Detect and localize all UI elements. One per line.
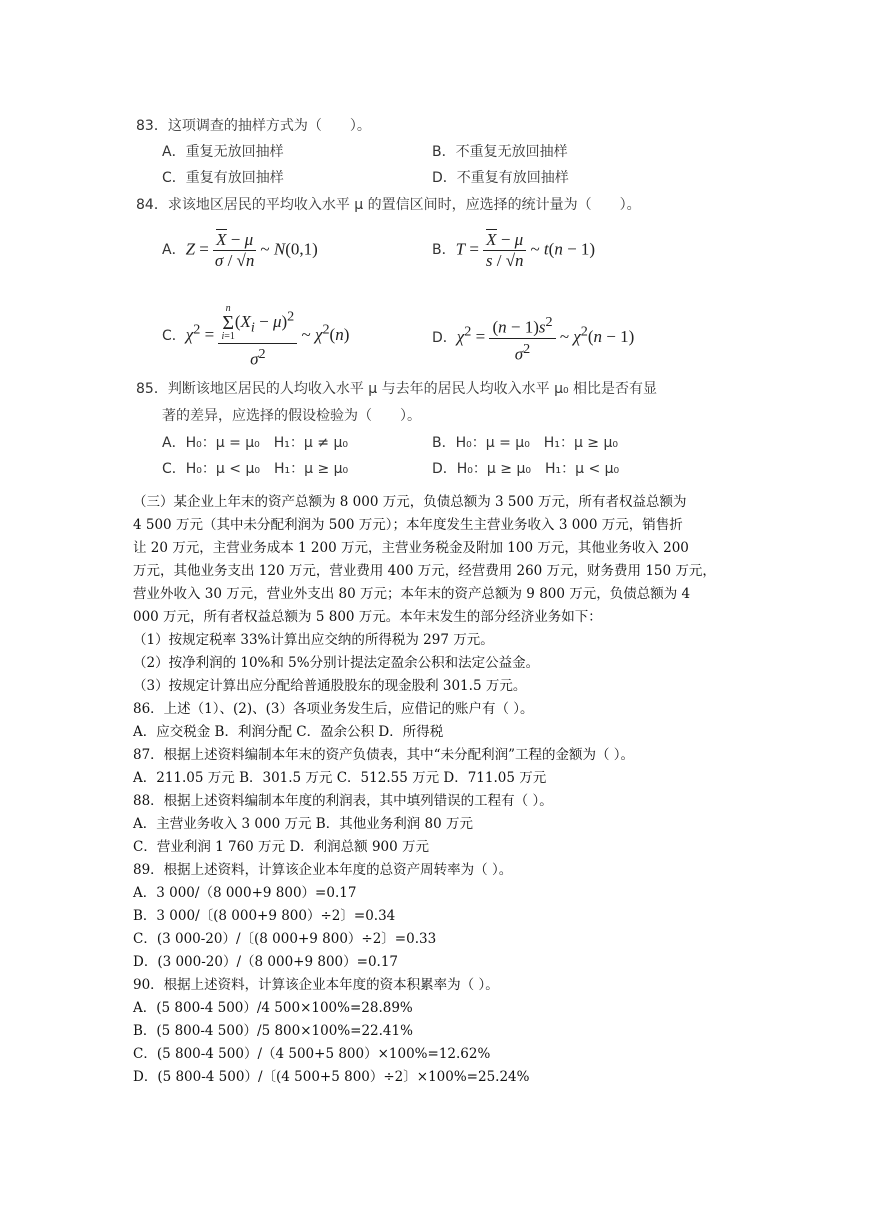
q88-stem: 88．根据上述资料编制本年度的利润表，其中填列错误的工程有（ ）。: [133, 793, 553, 809]
q84-formula-a: Z = $\frac{X - \mu}{\sigma / √n}$ ~ N(0,1): [185, 229, 318, 270]
q90-option-d: D．(5 800-4 500）/〔(4 500+5 800）÷2〕×100%=25.24%: [133, 1069, 530, 1085]
q83-stem: 83．这项调查的抽样方式为（ ）。: [136, 118, 371, 134]
q87-stem: 87．根据上述资料编制本年末的资产负债表，其中“未分配利润”工程的金额为（ ）。: [133, 747, 635, 763]
q85-stem-line1: 85．判断该地区居民的人均收入水平 μ 与去年的居民人均收入水平 μ₀ 相比是否有显: [136, 381, 658, 397]
q84-option-a: [162, 224, 318, 276]
q87-options: A．211.05 万元 B．301.5 万元 C．512.55 万元 D．711.05 万元: [133, 770, 547, 786]
section3-line-8: （2）按净利润的 10%和 5%分别计提法定盈余公积和法定公益金。: [133, 655, 540, 671]
section3-line-9: （3）按规定计算出应分配给普通股股东的现金股利 301.5 万元。: [133, 678, 527, 694]
q85-option-b: B．H₀：μ = μ₀ H₁：μ ≥ μ₀: [432, 435, 618, 451]
q84-option-d-label: D．: [432, 330, 457, 346]
section3-line-5: 营业外收入 30 万元，营业外支出 80 万元；本年末的资产总额为 9 800 万元，负债总额为 4: [133, 586, 691, 602]
section3-line-3: 让 20 万元，主营业务成本 1 200 万元，主营业务税金及附加 100 万元，其他业务收入 200: [133, 540, 689, 556]
q86-stem: 86．上述（1）、(2)、(3）各项业务发生后，应借记的账户有（ ）。: [133, 701, 534, 717]
q83-option-d: D．不重复有放回抽样: [432, 170, 569, 186]
q84-option-c: [162, 298, 349, 374]
section3-line-2: 4 500 万元（其中未分配利润为 500 万元）；本年度发生主营业务收入 3 000 万元，销售折: [133, 517, 683, 533]
section3-line-7: （1）按规定税率 33%计算出应交纳的所得税为 297 万元。: [133, 632, 494, 648]
q89-option-d: D．(3 000-20）/（8 000+9 800）=0.17: [133, 954, 399, 970]
q89-option-c: C．(3 000-20）/〔(8 000+9 800）÷2〕=0.33: [133, 931, 437, 947]
q84-option-c-label: C．: [162, 328, 186, 344]
q89-option-a: A．3 000/（8 000+9 800）=0.17: [133, 885, 357, 901]
q83-option-a: A．重复无放回抽样: [162, 144, 284, 160]
q85-option-c: C．H₀：μ < μ₀ H₁：μ ≥ μ₀: [162, 461, 349, 477]
q88-options-line2: C．营业利润 1 760 万元 D．利润总额 900 万元: [133, 839, 430, 855]
q84-option-b: [432, 224, 595, 276]
q90-option-c: C．(5 800-4 500）/（4 500+5 800）×100%=12.62%: [133, 1046, 491, 1062]
q85-option-a: A．H₀：μ = μ₀ H₁：μ ≠ μ₀: [162, 435, 348, 451]
q86-options: A．应交税金 B．利润分配 C．盈余公积 D．所得税: [133, 724, 444, 740]
section3-line-1: （三）某企业上年末的资产总额为 8 000 万元，负债总额为 3 500 万元，所有者权益总额为: [133, 494, 687, 510]
q88-options-line1: A．主营业务收入 3 000 万元 B．其他业务利润 80 万元: [133, 816, 473, 832]
q90-option-b: B．(5 800-4 500）/5 800×100%=22.41%: [133, 1023, 413, 1039]
q90-option-a: A．(5 800-4 500）/4 500×100%=28.89%: [133, 1000, 413, 1016]
q85-stem-line2: 著的差异，应选择的假设检验为（ ）。: [162, 408, 421, 424]
q85-option-d: D．H₀：μ ≥ μ₀ H₁：μ < μ₀: [432, 461, 620, 477]
section3-line-4: 万元，其他业务支出 120 万元，营业费用 400 万元，经营费用 260 万元，财务费用 150 万元，: [133, 563, 716, 579]
q84-formula-b: T = $\frac{X - \mu}{s / √n}$ ~ t(n − 1): [455, 229, 596, 270]
q84-option-b-label: B．: [432, 242, 456, 258]
q89-stem: 89．根据上述资料，计算该企业本年度的总资产周转率为（ ）。: [133, 862, 513, 878]
q90-stem: 90．根据上述资料，计算该企业本年度的资本积累率为（ ）。: [133, 977, 499, 993]
q84-stem: 84．求该地区居民的平均收入水平 μ 的置信区间时，应选择的统计量为（ ）。: [136, 197, 641, 213]
q84-option-a-label: A．: [162, 242, 186, 258]
q84-formula-c: $\chi^2$ = n Σ $i=1(X_i - \mu)^2$ $\sigma^2$ ~ $\chi^2(n)$: [185, 302, 350, 369]
section3-line-6: 000 万元，所有者权益总额为 5 800 万元。本年末发生的部分经济业务如下：: [133, 609, 602, 625]
q84-formula-d: $\chi^2$ = $\frac{(n - 1)s^2}{\sigma^2}$ ~ $\chi^2(n - 1)$: [456, 313, 635, 364]
q83-option-b: B．不重复无放回抽样: [432, 144, 568, 160]
q89-option-b: B．3 000/〔(8 000+9 800）÷2〕=0.34: [133, 908, 396, 924]
q84-option-d: [432, 312, 634, 364]
q83-option-c: C．重复有放回抽样: [162, 170, 284, 186]
